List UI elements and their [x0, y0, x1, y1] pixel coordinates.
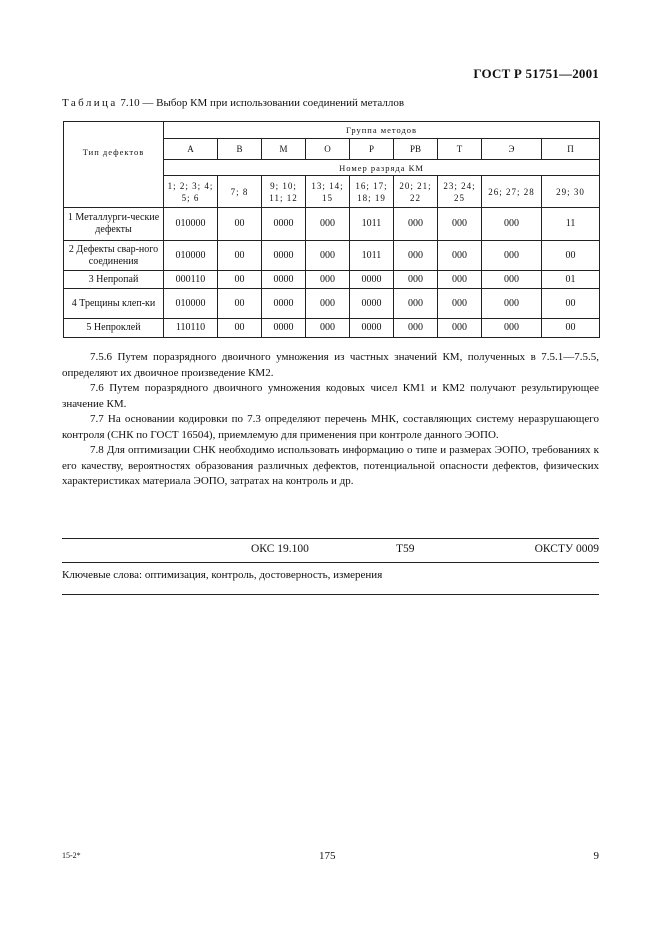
code-value-cell: 000 — [482, 208, 542, 241]
code-value-cell: 0000 — [262, 289, 306, 319]
bit-number-cell: 7; 8 — [218, 176, 262, 208]
paragraph-7-6: 7.6 Путем поразрядного двоичного умножения кодовых чисел КМ1 и КМ2 получают результирующее значение КМ. — [62, 382, 599, 410]
code-value-cell: 000 — [482, 319, 542, 338]
document-number: ГОСТ Р 51751—2001 — [473, 66, 599, 81]
code-value-cell: 000 — [306, 319, 350, 338]
group-letter-cell: О — [306, 139, 350, 160]
code-value-cell: 0000 — [262, 271, 306, 289]
code-value-cell: 0000 — [262, 208, 306, 241]
code-value-cell: 00 — [218, 319, 262, 338]
code-value-cell: 010000 — [164, 289, 218, 319]
code-value-cell: 1011 — [350, 241, 394, 271]
classification-bottom-rule — [62, 562, 599, 563]
code-value-cell: 0000 — [350, 271, 394, 289]
table-row — [64, 208, 600, 241]
table-row — [64, 319, 600, 338]
bit-number-cell: 29; 30 — [542, 176, 600, 208]
bit-number-cell: 20; 21; 22 — [394, 176, 438, 208]
group-letter-cell: Т — [438, 139, 482, 160]
keywords-bottom-rule — [62, 594, 599, 595]
bit-number-header: Номер разряда КМ — [164, 160, 600, 176]
classification-top-rule — [62, 538, 599, 539]
table-row — [64, 289, 600, 319]
code-value-cell: 000 — [438, 241, 482, 271]
code-value-cell: 00 — [218, 241, 262, 271]
code-value-cell: 010000 — [164, 241, 218, 271]
bit-number-cell: 1; 2; 3; 4; 5; 6 — [164, 176, 218, 208]
group-letter-cell: П — [542, 139, 600, 160]
paragraph-7-8: 7.8 Для оптимизации СНК необходимо использовать информацию о типе и размерах ЭОПО, требованиях к его качеству, вероятностях образования различных дефектов, потенциальной опасности дефектов, физических характеристиках материала ЭОПО, затратах на контроль и др. — [62, 444, 599, 487]
code-value-cell: 000 — [438, 319, 482, 338]
code-value-cell: 010000 — [164, 208, 218, 241]
code-value-cell: 1011 — [350, 208, 394, 241]
method-selection-table — [63, 121, 600, 338]
defect-label-cell: 4 Трещины клеп-ки — [64, 289, 164, 319]
bit-number-cell: 23; 24; 25 — [438, 176, 482, 208]
code-value-cell: 000 — [394, 271, 438, 289]
defect-label-cell: 2 Дефекты свар-ного соединения — [64, 241, 164, 271]
code-value-cell: 000 — [438, 289, 482, 319]
code-value-cell: 00 — [218, 289, 262, 319]
table-row — [64, 241, 600, 271]
group-letter-cell: Э — [482, 139, 542, 160]
bit-number-cell: 26; 27; 28 — [482, 176, 542, 208]
code-value-cell: 000 — [482, 241, 542, 271]
bit-number-cell: 9; 10; 11; 12 — [262, 176, 306, 208]
table-caption-text: 7.10 — Выбор КМ при использовании соединений металлов — [117, 97, 405, 109]
code-value-cell: 00 — [542, 241, 600, 271]
code-value-cell: 11 — [542, 208, 600, 241]
bit-number-cell: 16; 17; 18; 19 — [350, 176, 394, 208]
code-value-cell: 000 — [394, 241, 438, 271]
code-value-cell: 000 — [394, 319, 438, 338]
code-value-cell: 0000 — [350, 319, 394, 338]
table-body — [64, 208, 600, 338]
code-value-cell: 000 — [438, 208, 482, 241]
code-value-cell: 000 — [306, 289, 350, 319]
oks-code: ОКС 19.100 — [251, 543, 309, 555]
code-value-cell: 00 — [218, 208, 262, 241]
defect-label-cell: 1 Металлурги-ческие дефекты — [64, 208, 164, 241]
print-signature: 15-2* — [62, 851, 81, 860]
table-row — [64, 271, 600, 289]
t-code: Т59 — [396, 543, 415, 555]
code-value-cell: 00 — [218, 271, 262, 289]
page-number-center: 175 — [319, 850, 336, 862]
code-value-cell: 000 — [306, 241, 350, 271]
code-value-cell: 000 — [394, 208, 438, 241]
code-value-cell: 000 — [438, 271, 482, 289]
paragraph-7-7: 7.7 На основании кодировки по 7.3 определяют перечень МНК, составляющих систему неразрушающего контроля (СНК по ГОСТ 16504), приемлемую для применения при контроле данного ЭОПО. — [62, 413, 599, 441]
code-value-cell: 110110 — [164, 319, 218, 338]
group-letter-cell: А — [164, 139, 218, 160]
code-value-cell: 000 — [306, 208, 350, 241]
okstu-code: ОКСТУ 0009 — [534, 543, 599, 555]
code-value-cell: 01 — [542, 271, 600, 289]
code-value-cell: 0000 — [262, 241, 306, 271]
table-caption-word: Таблица — [62, 97, 118, 109]
code-value-cell: 0000 — [262, 319, 306, 338]
group-letter-cell: Р — [350, 139, 394, 160]
defect-label-cell: 3 Непропай — [64, 271, 164, 289]
code-value-cell: 000110 — [164, 271, 218, 289]
table-caption — [62, 97, 404, 109]
code-value-cell: 00 — [542, 289, 600, 319]
defect-label-cell: 5 Непроклей — [64, 319, 164, 338]
code-value-cell: 000 — [306, 271, 350, 289]
group-letter-cell: В — [218, 139, 262, 160]
body-text — [62, 350, 599, 490]
paragraph-7-5-6: 7.5.6 Путем поразрядного двоичного умножения из частных значений КМ, полученных в 7.5.1—7.5.5, определяют их двоичное произведение КМ2. — [62, 351, 599, 379]
code-value-cell: 000 — [482, 289, 542, 319]
code-value-cell: 00 — [542, 319, 600, 338]
method-group-header: Группа методов — [164, 122, 600, 139]
code-value-cell: 000 — [394, 289, 438, 319]
code-value-cell: 0000 — [350, 289, 394, 319]
code-value-cell: 000 — [482, 271, 542, 289]
page-number: 9 — [593, 850, 599, 862]
keywords: Ключевые слова: оптимизация, контроль, достоверность, измерения — [62, 569, 383, 581]
defect-type-header: Тип дефектов — [64, 122, 164, 208]
bit-number-cell: 13; 14; 15 — [306, 176, 350, 208]
group-letter-cell: РВ — [394, 139, 438, 160]
group-letter-cell: М — [262, 139, 306, 160]
